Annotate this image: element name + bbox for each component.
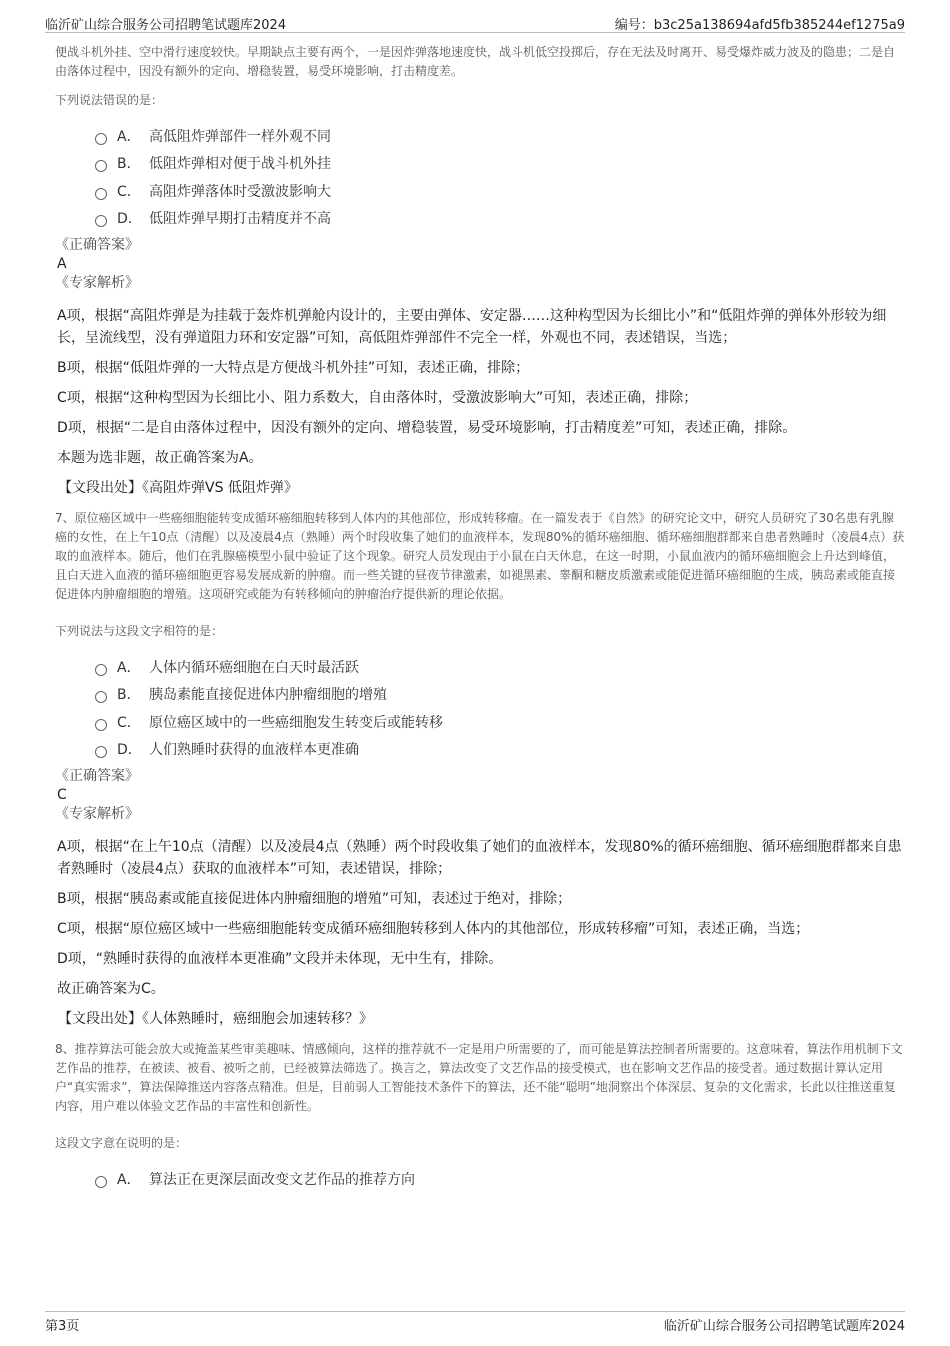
option-d[interactable] <box>95 736 905 764</box>
option-a[interactable] <box>95 1165 905 1193</box>
analysis-line: 故正确答案为C。 <box>57 981 165 997</box>
question-passage: 便战斗机外挂、空中滑行速度较快。早期缺点主要有两个，一是因炸弹落地速度快，战斗机低空投掷后，存在无法及时离开、易受爆炸威力波及的隐患；二是自由落体过程中，因没有额外的定向、增稳装置，易受环境影响，打击精度差。 <box>55 45 896 78</box>
question-passage: 8、推荐算法可能会放大或掩盖某些审美趣味、情感倾向，这样的推荐就不一定是用户所需要的了，而可能是算法控制者所需要的。这意味着，算法作用机制下文艺作品的推荐，在被读、被看、被听之前，已经被算法筛选了。换言之，算法改变了文艺作品的接受模式，也在影响文艺作品的接受者。通过数据计算认定用户“真实需求”，算法保障推送内容落点精准。但是，目前弱人工智能技术条件下的算法，还不能“聪明”地洞察出个体深层、复杂的文化需求，长此以往推送重复内容，用户难以体验文艺作品的丰富性和创新性。 <box>55 1042 903 1113</box>
option-a[interactable] <box>95 653 905 681</box>
option-list <box>95 1165 905 1193</box>
option-c[interactable] <box>95 177 905 205</box>
source-line: 【文段出处】《人体熟睡时，癌细胞会加速转移？》 <box>58 1011 373 1027</box>
option-letter: C． <box>117 183 141 200</box>
page-footer <box>45 1311 905 1346</box>
radio-icon[interactable] <box>95 1176 107 1188</box>
analysis-line: B项，根据“低阻炸弹的一大特点是方便战斗机外挂”可知，表述正确，排除； <box>57 360 530 376</box>
option-text: 高低阻炸弹部件一样外观不同 <box>149 128 331 145</box>
answer-label: 《正确答案》 <box>55 237 139 253</box>
radio-icon[interactable] <box>95 664 107 676</box>
option-text: 低阻炸弹相对便于战斗机外挂 <box>149 156 331 173</box>
option-text: 低阻炸弹早期打击精度并不高 <box>149 211 331 228</box>
radio-icon[interactable] <box>95 133 107 145</box>
header-doc-id: 编号：b3c25a138694afd5fb385244ef1275a9 <box>614 18 905 33</box>
option-letter: D． <box>117 211 142 228</box>
question-passage: 7、原位癌区域中一些癌细胞能转变成循环癌细胞转移到人体内的其他部位，形成转移瘤。在一篇发表于《自然》的研究论文中，研究人员研究了30名患有乳腺癌的女性，在上午10点（清醒）以及凌晨4点（熟睡）两个时段收集了她们的血液样本，发现80%的循环癌细胞、循环癌细胞群都来自患者熟睡时（凌晨4点）获取的血液样本。随后，他们在乳腺癌模型小鼠中验证了这个现象。研究人员发现由于小鼠在白天休息，在这一时期，小鼠血液内的循环癌细胞会上升达到峰值，且白天进入血液的循环癌细胞更容易发展成新的肿瘤。而一些关键的昼夜节律激素，如褪黑素、睾酮和糖皮质激素或能促进循环癌细胞的生成，胰岛素或能直接促进体内肿瘤细胞的增殖。这项研究或能为有转移倾向的肿瘤治疗提供新的理论依据。 <box>55 511 905 601</box>
source-line: 【文段出处】《高阻炸弹VS 低阻炸弹》 <box>58 480 298 496</box>
option-letter: A． <box>117 1171 141 1188</box>
option-letter: A． <box>117 128 141 145</box>
question-prompt: 下列说法与这段文字相符的是： <box>55 624 224 638</box>
option-letter: C． <box>117 714 141 731</box>
answer-value: A <box>57 256 67 272</box>
analysis-label: 《专家解析》 <box>55 806 139 822</box>
footer-page-number: 第3页 <box>45 1319 80 1334</box>
header-doc-title: 临沂矿山综合服务公司招聘笔试题库2024 <box>45 18 287 33</box>
option-letter: A． <box>117 659 141 676</box>
option-text: 算法正在更深层面改变文艺作品的推荐方向 <box>149 1171 415 1188</box>
radio-icon[interactable] <box>95 160 107 172</box>
analysis-line: C项，根据“原位癌区域中一些癌细胞能转变成循环癌细胞转移到人体内的其他部位，形成转移瘤”可知，表述正确，当选； <box>57 921 810 937</box>
option-letter: D． <box>117 742 142 759</box>
answer-value: C <box>57 787 67 803</box>
option-list <box>95 122 905 232</box>
radio-icon[interactable] <box>95 719 107 731</box>
analysis-line: B项，根据“胰岛素或能直接促进体内肿瘤细胞的增殖”可知，表述过于绝对，排除； <box>57 891 572 907</box>
question-prompt: 这段文字意在说明的是： <box>55 1136 188 1150</box>
option-text: 原位癌区域中的一些癌细胞发生转变后或能转移 <box>149 714 443 731</box>
option-list <box>95 653 905 763</box>
option-text: 人们熟睡时获得的血液样本更准确 <box>149 742 359 759</box>
question-prompt: 下列说法错误的是： <box>55 93 164 107</box>
option-text: 胰岛素能直接促进体内肿瘤细胞的增殖 <box>149 687 387 704</box>
option-text: 高阻炸弹落体时受激波影响大 <box>149 183 331 200</box>
page-content <box>55 40 905 1193</box>
analysis-line: D项，根据“二是自由落体过程中，因没有额外的定向、增稳装置，易受环境影响，打击精度差”可知，表述正确，排除。 <box>57 420 797 436</box>
option-letter: B． <box>117 156 141 173</box>
option-c[interactable] <box>95 708 905 736</box>
option-b[interactable] <box>95 150 905 178</box>
answer-label: 《正确答案》 <box>55 768 139 784</box>
option-letter: B． <box>117 687 141 704</box>
analysis-line: A项，根据“高阻炸弹是为挂载于轰炸机弹舱内设计的，主要由弹体、安定器……这种构型因为长细比小”和“低阻炸弹的弹体外形较为细长，呈流线型，没有弹道阻力环和安定器”可知，高低阻炸弹部件不完全一样，外观也不同，表述错误，当选； <box>57 308 887 346</box>
radio-icon[interactable] <box>95 215 107 227</box>
option-text: 人体内循环癌细胞在白天时最活跃 <box>149 659 359 676</box>
analysis-line: 本题为选非题，故正确答案为A。 <box>57 450 263 466</box>
analysis-line: A项，根据“在上午10点（清醒）以及凌晨4点（熟睡）两个时段收集了她们的血液样本，发现80%的循环癌细胞、循环癌细胞群都来自患者熟睡时（凌晨4点）获取的血液样本”可知，表述错误，排除； <box>57 839 902 877</box>
analysis-line: D项，“熟睡时获得的血液样本更准确”文段并未体现，无中生有，排除。 <box>57 951 503 967</box>
option-a[interactable] <box>95 122 905 150</box>
page-header <box>45 0 905 33</box>
option-b[interactable] <box>95 681 905 709</box>
radio-icon[interactable] <box>95 691 107 703</box>
analysis-line: C项，根据“这种构型因为长细比小、阻力系数大，自由落体时，受激波影响大”可知，表述正确，排除； <box>57 390 698 406</box>
radio-icon[interactable] <box>95 188 107 200</box>
option-d[interactable] <box>95 205 905 233</box>
analysis-label: 《专家解析》 <box>55 275 139 291</box>
radio-icon[interactable] <box>95 746 107 758</box>
footer-doc-title: 临沂矿山综合服务公司招聘笔试题库2024 <box>663 1319 905 1334</box>
